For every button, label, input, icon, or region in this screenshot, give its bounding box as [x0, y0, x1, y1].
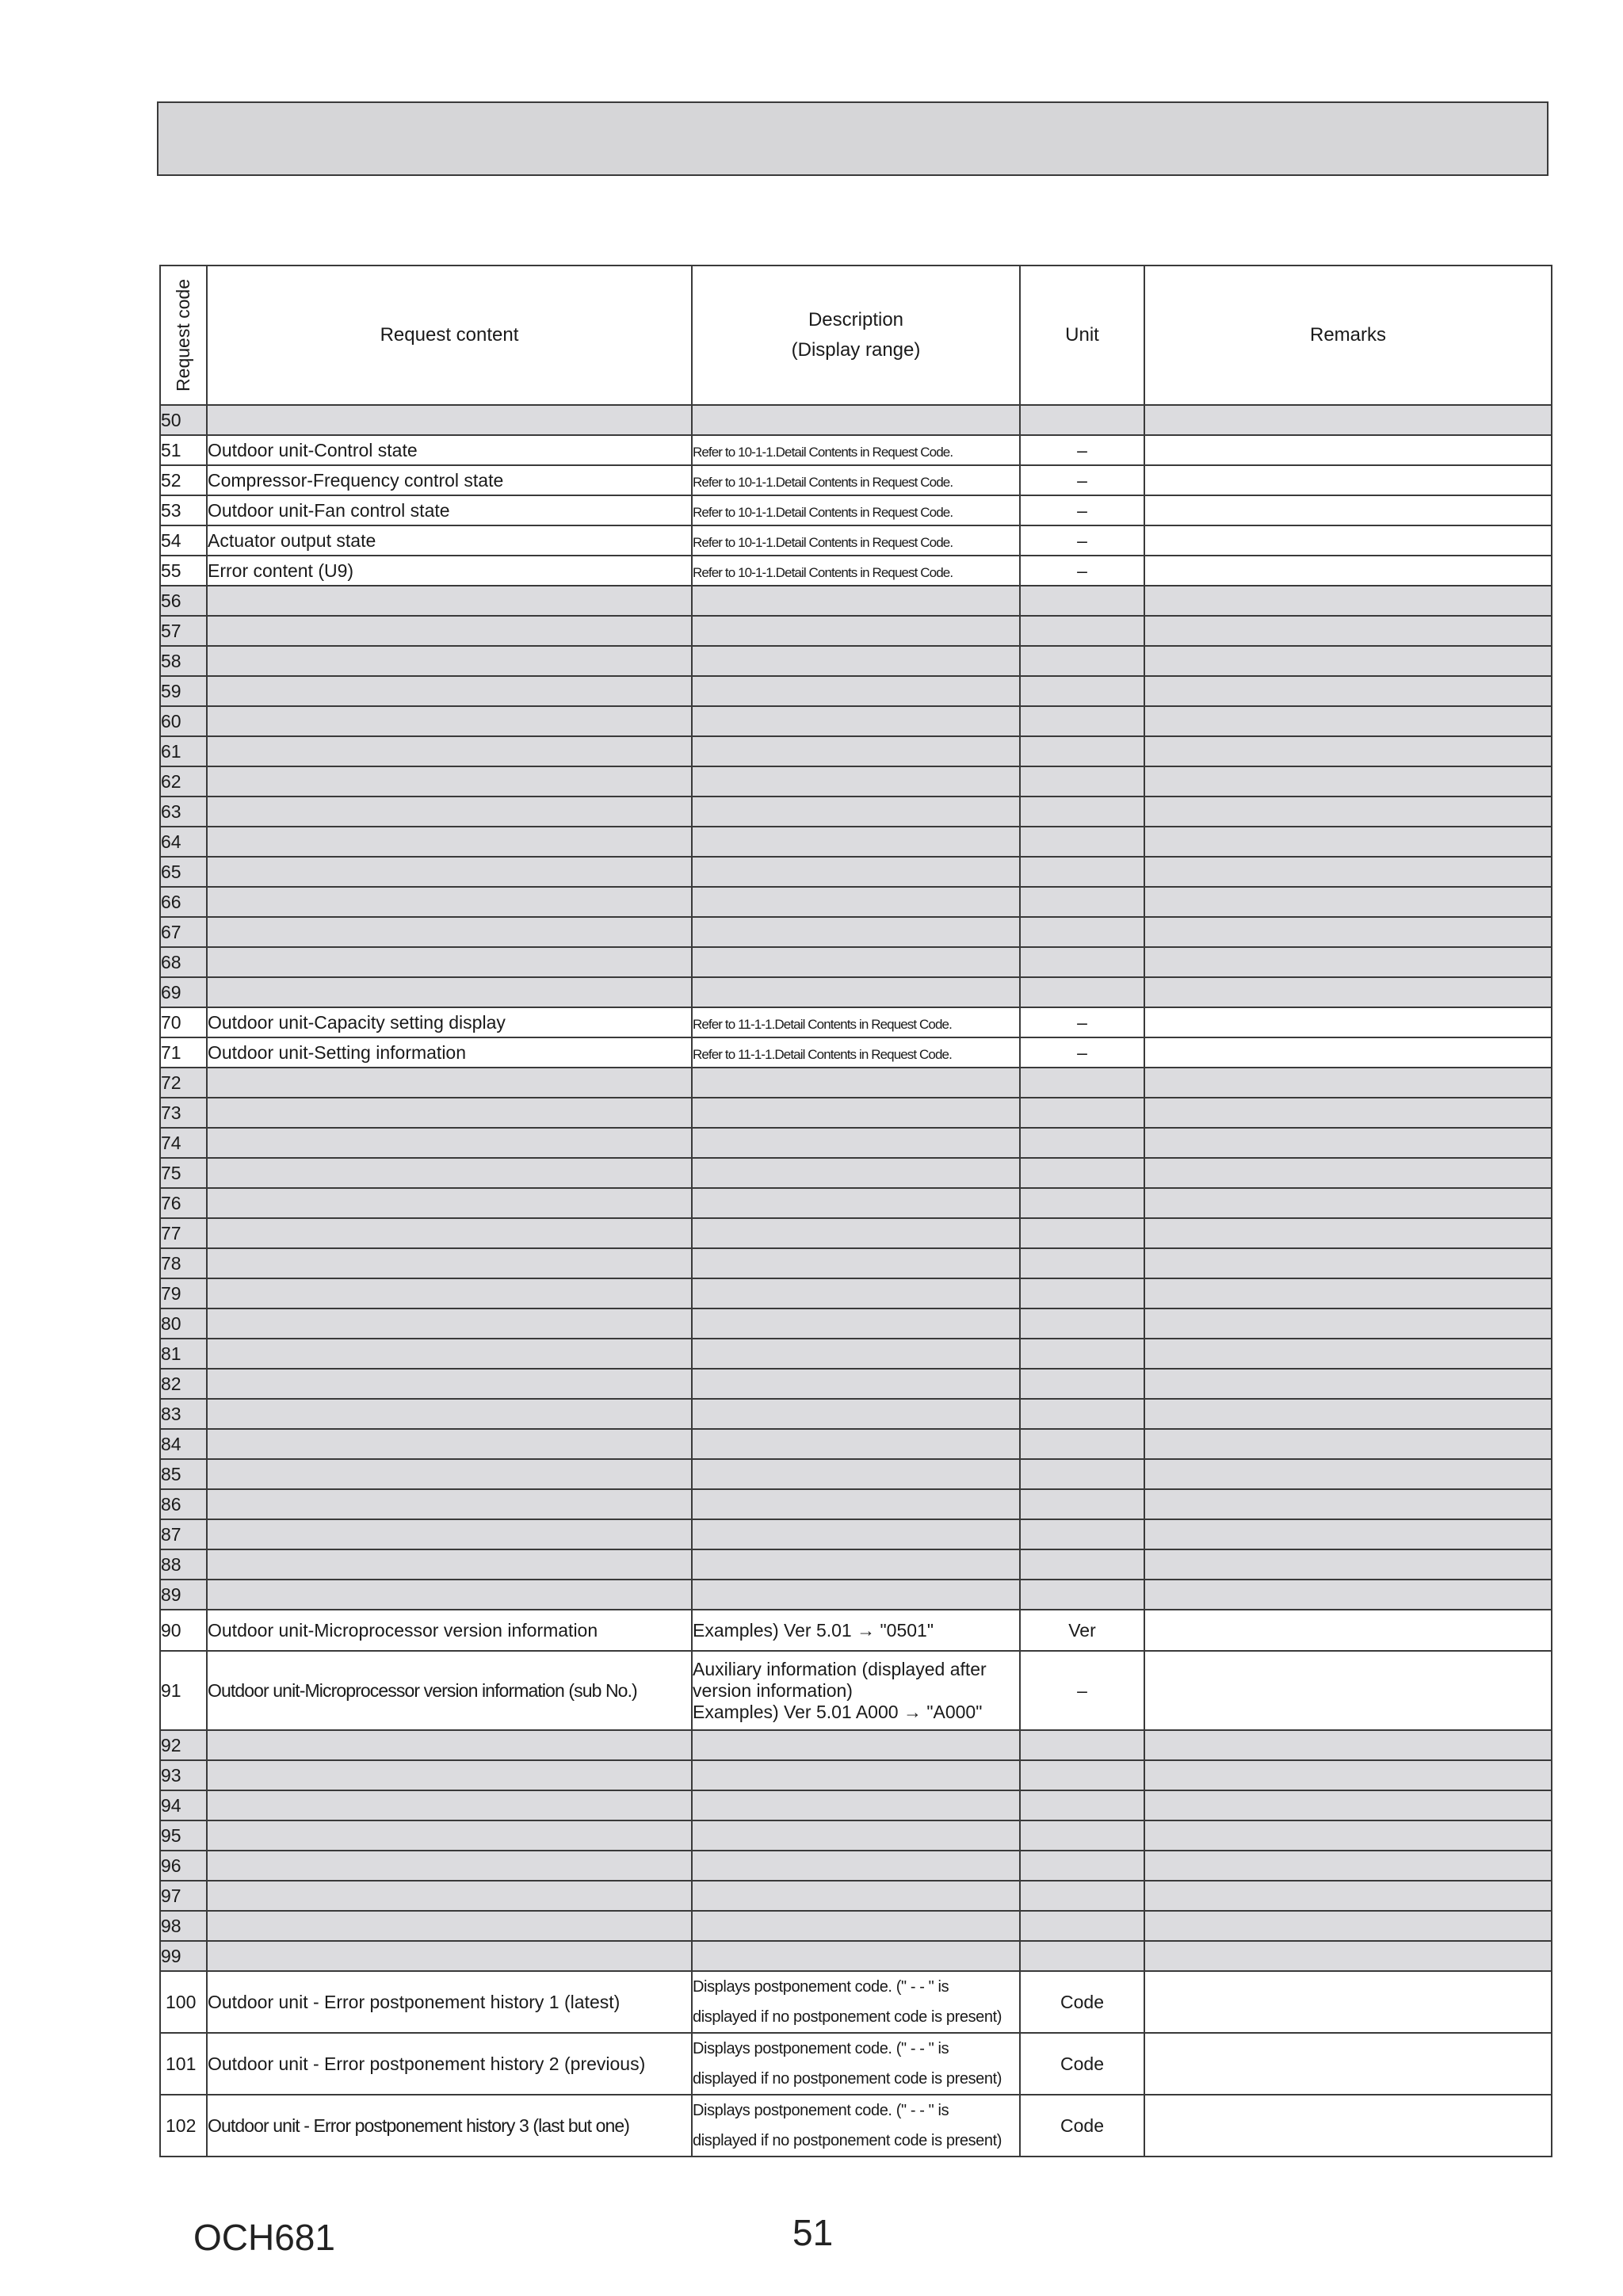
table-row: 97	[160, 1881, 1552, 1911]
table-row: 52 Compressor-Frequency control state Refer to 10-1-1.Detail Contents in Request Code. –	[160, 465, 1552, 495]
table-row: 96	[160, 1851, 1552, 1881]
table-row: 98	[160, 1911, 1552, 1941]
table-row: 79	[160, 1278, 1552, 1308]
table-row: 84	[160, 1429, 1552, 1459]
table-row: 72	[160, 1068, 1552, 1098]
table-row: 51 Outdoor unit-Control state Refer to 10-1-1.Detail Contents in Request Code. –	[160, 435, 1552, 465]
table-row: 93	[160, 1760, 1552, 1790]
table-row: 68	[160, 947, 1552, 977]
table-row: 64	[160, 827, 1552, 857]
table-row: 57	[160, 616, 1552, 646]
table-row: 53 Outdoor unit-Fan control state Refer to 10-1-1.Detail Contents in Request Code. –	[160, 495, 1552, 525]
table-row: 95	[160, 1820, 1552, 1851]
table-row: 89	[160, 1580, 1552, 1610]
table-row: 99	[160, 1941, 1552, 1971]
table-row: 50	[160, 405, 1552, 435]
table-row: 61	[160, 736, 1552, 766]
table-row: 94	[160, 1790, 1552, 1820]
table-row: 86	[160, 1489, 1552, 1519]
table-row: 54 Actuator output state Refer to 10-1-1.Detail Contents in Request Code. –	[160, 525, 1552, 556]
table-row: 81	[160, 1339, 1552, 1369]
table-row: 92	[160, 1730, 1552, 1760]
table-row: 73	[160, 1098, 1552, 1128]
table-row: 66	[160, 887, 1552, 917]
table-row: 62	[160, 766, 1552, 797]
header-request-content: Request content	[207, 266, 692, 405]
header-request-code: Request code	[160, 266, 207, 405]
table-row: 63	[160, 797, 1552, 827]
table-row: 90 Outdoor unit-Microprocessor version information Examples) Ver 5.01 → "0501" Ver	[160, 1610, 1552, 1651]
footer-page-number: 51	[792, 2212, 834, 2253]
footer-model-number: OCH681	[193, 2217, 335, 2258]
table-row: 82	[160, 1369, 1552, 1399]
header-unit: Unit	[1020, 266, 1144, 405]
table-row: 74	[160, 1128, 1552, 1158]
table-row: 69	[160, 977, 1552, 1007]
header-description: Description (Display range)	[692, 266, 1020, 405]
request-code-table	[159, 265, 1552, 2157]
table-row: 58	[160, 646, 1552, 676]
table-row: 77	[160, 1218, 1552, 1248]
table-row: 91 Outdoor unit-Microprocessor version information (sub No.) Auxiliary information (displayed after version information) Examples) Ver 5.01 A000 → "A000" –	[160, 1651, 1552, 1730]
table-row: 70 Outdoor unit-Capacity setting display Refer to 11-1-1.Detail Contents in Request Code. –	[160, 1007, 1552, 1037]
table-row: 100 Outdoor unit - Error postponement history 1 (latest) Displays postponement code. (" - - " is displayed if no postponement code is present) Code	[160, 1971, 1552, 2033]
table-row: 59	[160, 676, 1552, 706]
table-row: 80	[160, 1308, 1552, 1339]
section-header-bar	[157, 101, 1549, 176]
table-row: 71 Outdoor unit-Setting information Refer to 11-1-1.Detail Contents in Request Code. –	[160, 1037, 1552, 1068]
header-remarks: Remarks	[1144, 266, 1552, 405]
table-row: 60	[160, 706, 1552, 736]
table-row: 102 Outdoor unit - Error postponement history 3 (last but one) Displays postponement code. (" - - " is displayed if no postponement code is present) Code	[160, 2095, 1552, 2157]
table-row: 56	[160, 586, 1552, 616]
table-row: 67	[160, 917, 1552, 947]
table-row: 75	[160, 1158, 1552, 1188]
table-row: 87	[160, 1519, 1552, 1549]
table-row: 88	[160, 1549, 1552, 1580]
table-row: 65	[160, 857, 1552, 887]
table-row: 76	[160, 1188, 1552, 1218]
table-row: 83	[160, 1399, 1552, 1429]
table-row: 85	[160, 1459, 1552, 1489]
table-row: 55 Error content (U9) Refer to 10-1-1.Detail Contents in Request Code. –	[160, 556, 1552, 586]
table-row: 78	[160, 1248, 1552, 1278]
table-header-row	[160, 266, 1552, 405]
table-row: 101 Outdoor unit - Error postponement history 2 (previous) Displays postponement code. (" - - " is displayed if no postponement code is present) Code	[160, 2033, 1552, 2095]
